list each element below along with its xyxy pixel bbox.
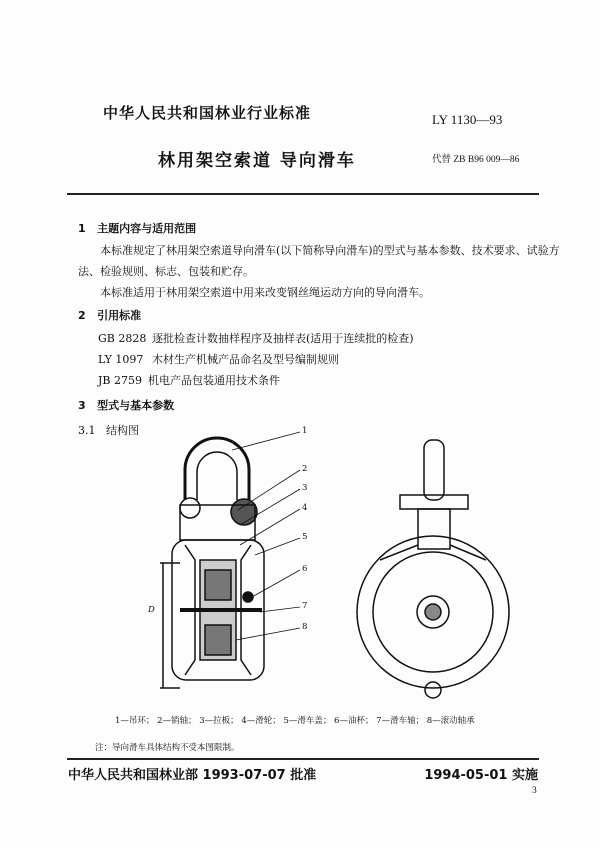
front-view [357,440,509,698]
document-title: 林用架空索道 导向滑车 [158,151,356,171]
section-2-heading: 2 引用标准 [78,309,142,322]
callout-2: 2 [302,464,308,474]
paragraph: 本标准规定了林用架空索道导向滑车(以下简称导向滑车)的型式与基本参数、技术要求、试验方 [100,244,560,257]
page-number: 3 [532,786,537,796]
paragraph: 法、检验规则、标志、包装和贮存。 [78,265,254,278]
side-section-view [160,438,264,688]
callout-3: 3 [302,483,308,493]
callout-1: 1 [302,426,308,436]
paragraph: 本标准适用于林用架空索道中用来改变钢丝绳运动方向的导向滑车。 [100,286,430,299]
section-1-heading: 1 主题内容与适用范围 [78,222,197,235]
standard-category: 中华人民共和国林业行业标准 [103,104,312,122]
callout-7: 7 [302,601,308,611]
callout-8: 8 [302,622,308,632]
approval-info: 中华人民共和国林业部 1993-07-07 批准 [68,768,317,783]
reference-item: LY 1097 木材生产机械产品命名及型号编制规则 [98,353,339,366]
reference-item: GB 2828 逐批检查计数抽样程序及抽样表(适用于连续批的检查) [98,332,414,345]
footer-rule [67,758,539,760]
callout-5: 5 [302,532,308,542]
reference-item: JB 2759 机电产品包装通用技术条件 [98,374,280,387]
replaces-code: 代替 ZB B96 009—86 [432,155,520,165]
section-3-1-heading: 3.1 结构图 [78,424,139,437]
figure-note: 注：导向滑车具体结构不受本图限制。 [95,743,240,753]
callout-6: 6 [302,564,308,574]
standard-code: LY 1130—93 [432,112,503,127]
section-3-heading: 3 型式与基本参数 [78,399,175,412]
figure-legend: 1—吊环； 2—销轴； 3—拉板； 4—滑轮； 5—滑车盖； 6—油杯； 7—滑车轴； 8—滚动轴承 [115,716,475,726]
dimension-d-label: D [148,605,155,615]
effective-date: 1994-05-01 实施 [424,768,538,783]
callout-4: 4 [302,503,308,513]
